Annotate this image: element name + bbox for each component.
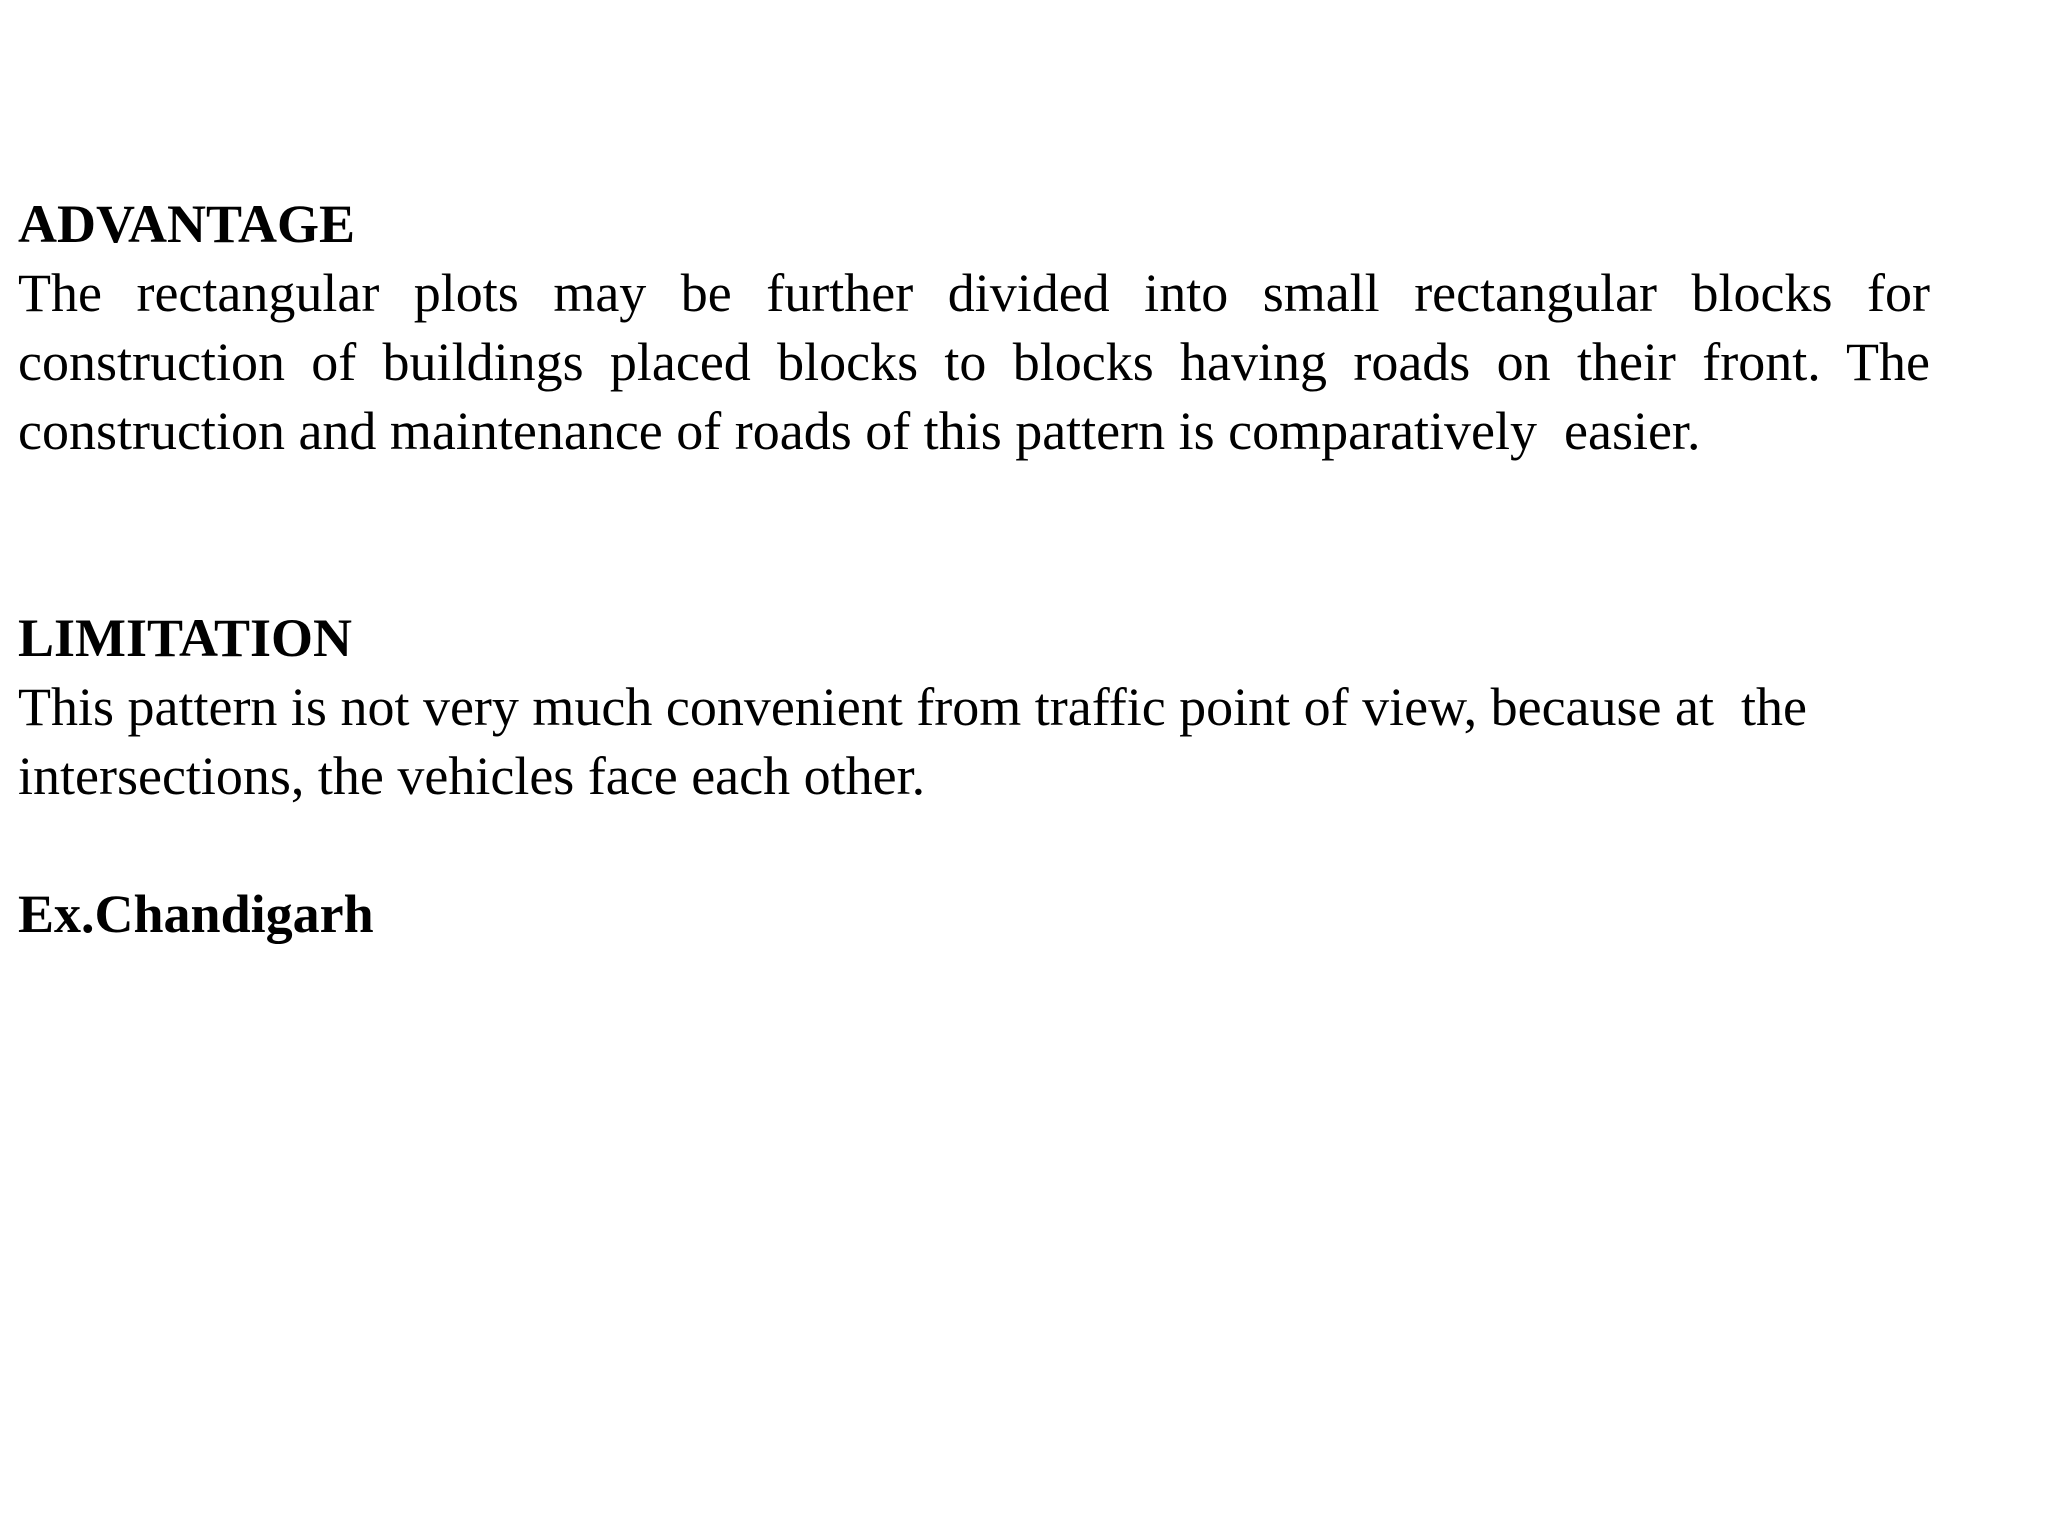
limitation-line: This pattern is not very much convenient from traffic point of view, because at the — [18, 677, 1807, 737]
advantage-section — [18, 190, 1930, 466]
advantage-line: construction of buildings placed blocks to blocks having roads on their front. The — [18, 332, 1930, 392]
limitation-line: intersections, the vehicles face each other. — [18, 746, 926, 806]
limitation-paragraph — [18, 673, 1930, 811]
example-text: Ex.Chandigarh — [18, 884, 374, 944]
limitation-section — [18, 604, 1930, 811]
advantage-heading: ADVANTAGE — [18, 194, 356, 254]
example-section — [18, 880, 1930, 949]
advantage-line: The rectangular plots may be further divided into small rectangular blocks for — [18, 263, 1930, 323]
advantage-line: construction and maintenance of roads of this pattern is comparatively easier. — [18, 401, 1701, 461]
advantage-paragraph — [18, 259, 1930, 466]
limitation-heading: LIMITATION — [18, 608, 353, 668]
